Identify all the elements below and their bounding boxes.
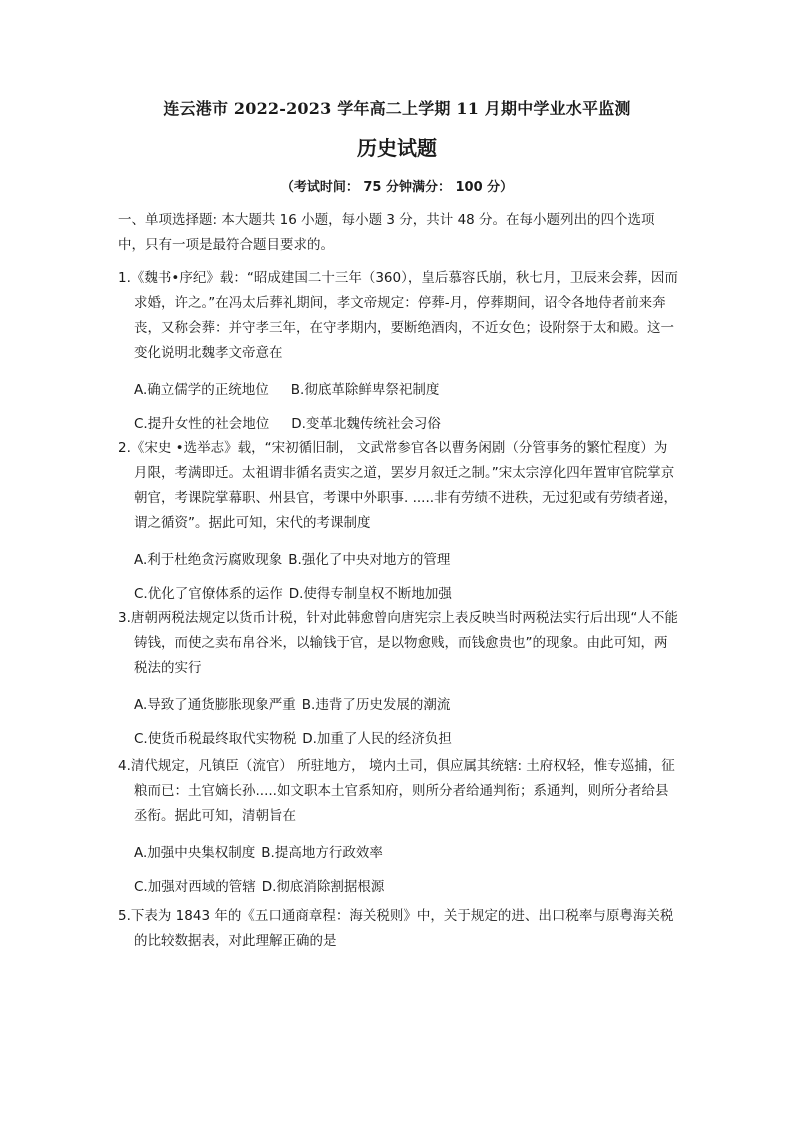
option-b: B.提高地方行政效率 — [261, 845, 383, 861]
exam-subject: 历史试题 — [357, 136, 437, 160]
question-5 — [118, 904, 678, 954]
option-b: B.彻底革除鲜卑祭祀制度 — [290, 382, 440, 398]
option-d: D.变革北魏传统社会习俗 — [291, 416, 441, 432]
section-instructions: 一、单项选择题: 本大题共 16 小题，每小题 3 分，共计 48 分。在每小题列出的四个选项中，只有一项是最符合题目要求的。 — [118, 212, 655, 253]
option-a: A.加强中央集权制度 — [134, 845, 256, 861]
option-c: C.使货币税最终取代实物税 — [134, 731, 297, 747]
question-stem: 1.《魏书•序纪》载：“昭成建国二十三年（360），皇后慕容氏崩，秋七月，卫辰来会葬，因而求婚，许之。”在冯太后葬礼期间，孝文帝规定：停葬-月，停葬期间，诏令各地侍者前来奔丧，又称会葬：并守孝三年，在守孝期内，要断绝酒肉，不近女色；设附祭于太和殿。这一变化说明北魏孝文帝意在 — [118, 270, 678, 361]
option-b: B.强化了中央对地方的管理 — [288, 552, 451, 568]
question-stem: 3.唐朝两税法规定以货币计税，针对此韩愈曾向唐宪宗上表反映当时两税法实行后出现“人不能铸钱，而使之卖布帛谷米，以输钱于官，是以物愈贱，而钱愈贵也”的现象。由此可知，两税法的实行 — [118, 610, 678, 676]
question-options — [134, 843, 678, 897]
exam-info: （考试时间： 75 分钟满分： 100 分） — [280, 180, 514, 195]
option-d: D.加重了人民的经济负担 — [302, 731, 452, 747]
option-a: A.利于杜绝贪污腐败现象 — [134, 552, 283, 568]
question-stem: 2.《宋史 •选举志》载，“宋初循旧制， 文武常参官各以曹务闲剧（分管事务的繁忙程度）为月限，考满即迁。太祖谓非循名责实之道，罢岁月叙迁之制。”宋太宗淳化四年置审官院掌京朝官，考课院掌幕职、州县官，考课中外职事. .....非有劳绩不进秩，无过犯或有劳绩者递，谓之循资”。据此可知，宋代的考课制度 — [118, 440, 678, 531]
option-d: D.彻底消除割据根源 — [261, 879, 385, 895]
option-c: C.加强对西域的管辖 — [134, 879, 256, 895]
option-c: C.优化了官僚体系的运作 — [134, 586, 283, 602]
question-stem: 5.下表为 1843 年的《五口通商章程：海关税则》中，关于规定的进、出口税率与原粤海关税的比较数据表，对此理解正确的是 — [118, 908, 674, 949]
option-d: D.使得专制皇权不断地加强 — [288, 586, 452, 602]
question-1 — [118, 266, 678, 434]
question-options — [134, 380, 678, 434]
question-3 — [118, 606, 678, 749]
question-2 — [118, 436, 678, 604]
question-options — [134, 550, 678, 604]
question-stem: 4.清代规定，凡镇臣（流官） 所驻地方， 境内土司，俱应属其统辖: 土府权轻，惟专巡捕，征粮而已：土官嫡长孙.....如文职本土官系知府，则所分者给通判衔；系通判，则所分者给县丞衔。据此可知，清朝旨在 — [118, 758, 675, 824]
option-a: A.确立儒学的正统地位 — [134, 382, 269, 398]
question-4 — [118, 754, 678, 897]
exam-title: 连云港市 2022-2023 学年高二上学期 11 月期中学业水平监测 — [163, 99, 631, 118]
option-c: C.提升女性的社会地位 — [134, 416, 270, 432]
option-b: B.违背了历史发展的潮流 — [301, 697, 451, 713]
option-a: A.导致了通货膨胀现象严重 — [134, 697, 296, 713]
question-options — [134, 695, 678, 749]
